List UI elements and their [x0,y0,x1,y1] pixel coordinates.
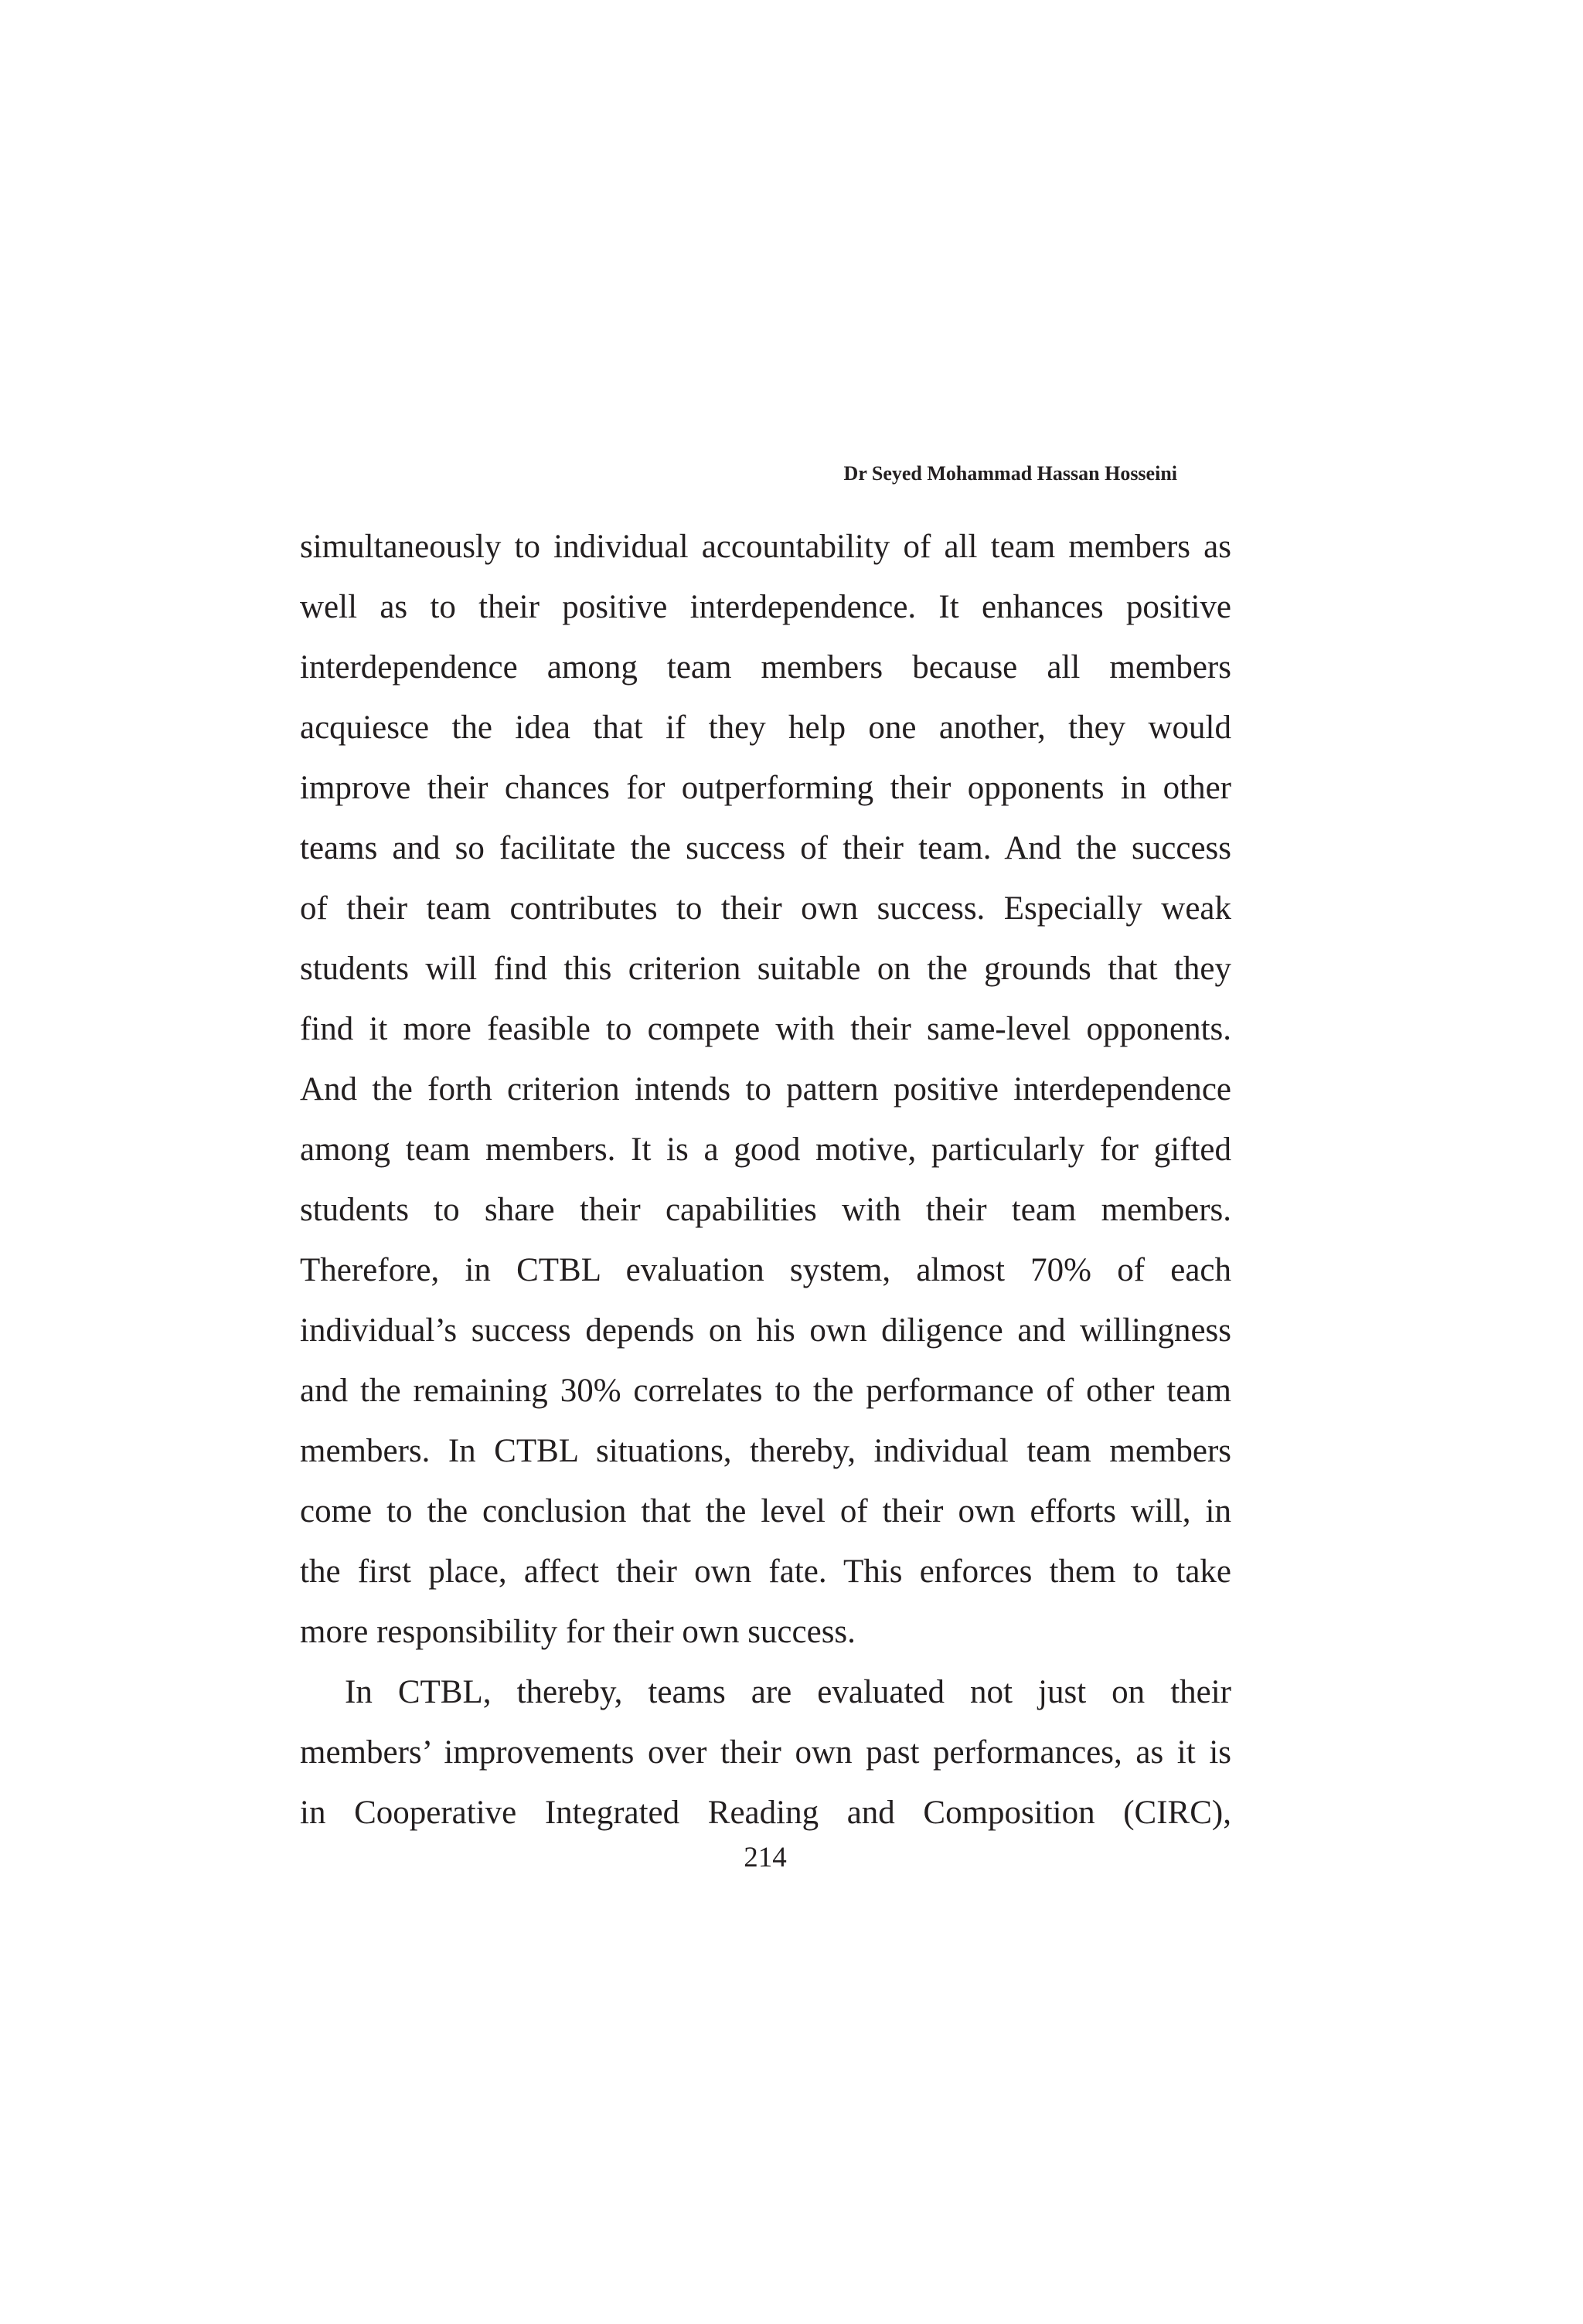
text-line: well as to their positive interdependence. It enhances positive [300,589,1231,625]
text-line: the first place, affect their own fate. This enforces them to take [300,1553,1231,1590]
text-line: individual’s success depends on his own diligence and willingness [300,1312,1231,1349]
text-line: And the forth criterion intends to pattern positive interdependence [300,1071,1231,1108]
text-line: interdependence among team members because all members [300,649,1231,686]
text-line: students will find this criterion suitable on the grounds that they [300,951,1231,987]
text-line: among team members. It is a good motive, particularly for gifted [300,1131,1231,1168]
text-line: of their team contributes to their own success. Especially weak [300,890,1231,927]
text-line: simultaneously to individual accountability of all team members as [300,529,1231,565]
text-line: members’ improvements over their own past performances, as it is [300,1734,1231,1771]
text-line: come to the conclusion that the level of their own efforts will, in [300,1493,1231,1529]
text-line: find it more feasible to compete with their same-level opponents. [300,1011,1231,1047]
text-line: students to share their capabilities with their team members. [300,1192,1231,1228]
running-head-author: Dr Seyed Mohammad Hassan Hosseini [843,462,1177,485]
page-number: 214 [744,1842,787,1873]
text-line: and the remaining 30% correlates to the performance of other team [300,1373,1231,1409]
text-line: teams and so facilitate the success of their team. And the success [300,830,1231,866]
text-line: In CTBL, thereby, teams are evaluated not just on their [345,1674,1231,1710]
text-line: in Cooperative Integrated Reading and Composition (CIRC), [300,1795,1231,1831]
text-line: improve their chances for outperforming their opponents in other [300,770,1231,806]
text-line: more responsibility for their own success. [300,1614,856,1650]
text-line: acquiesce the idea that if they help one another, they would [300,709,1231,746]
text-line: Therefore, in CTBL evaluation system, almost 70% of each [300,1252,1231,1288]
body-text [300,523,1231,1849]
text-line: members. In CTBL situations, thereby, individual team members [300,1433,1231,1469]
